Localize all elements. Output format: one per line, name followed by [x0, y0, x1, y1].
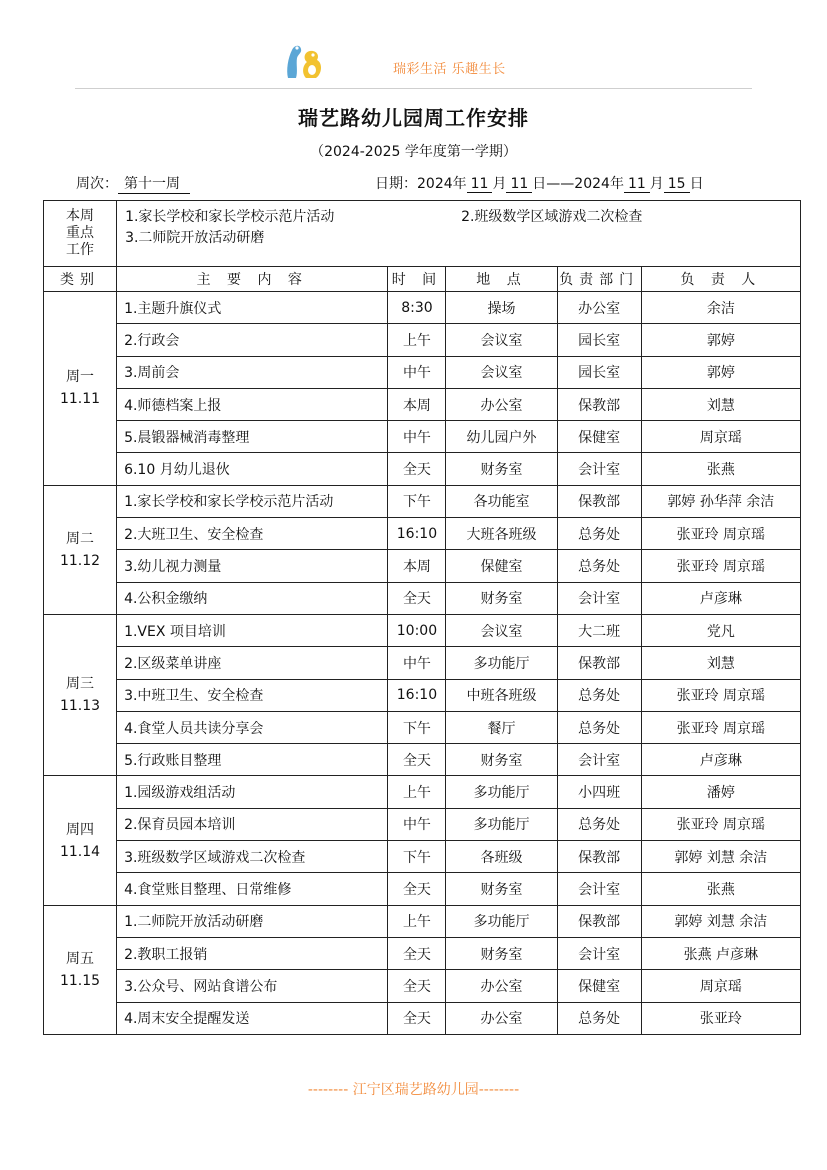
time-cell: 下午 [388, 711, 446, 743]
task-cell: 3.周前会 [117, 356, 388, 388]
table-row [44, 421, 801, 453]
person-cell: 张亚玲 周京瑶 [641, 679, 800, 711]
location-cell: 会议室 [446, 324, 557, 356]
person-cell: 张亚玲 周京瑶 [641, 808, 800, 840]
task-cell: 4.食堂人员共读分享会 [117, 711, 388, 743]
col-header-content: 主 要 内 容 [117, 267, 388, 292]
month-unit: 月 [649, 176, 664, 192]
dept-cell: 保教部 [557, 905, 641, 937]
dept-cell: 总务处 [557, 550, 641, 582]
task-cell: 3.公众号、网站食谱公布 [117, 970, 388, 1002]
task-cell: 4.公积金缴纳 [117, 582, 388, 614]
location-cell: 中班各班级 [446, 679, 557, 711]
person-cell: 张亚玲 [641, 1002, 800, 1034]
table-row [44, 647, 801, 679]
day-cell [44, 485, 117, 614]
dept-cell: 会计室 [557, 937, 641, 969]
time-cell: 8:30 [388, 292, 446, 324]
day-date: 11.12 [59, 552, 101, 569]
table-row [44, 679, 801, 711]
person-cell: 郭婷 刘慧 余洁 [641, 905, 800, 937]
person-cell: 周京瑶 [641, 970, 800, 1002]
dept-cell: 保教部 [557, 841, 641, 873]
person-cell: 张亚玲 周京瑶 [641, 711, 800, 743]
location-cell: 财务室 [446, 582, 557, 614]
person-cell: 潘婷 [641, 776, 800, 808]
location-cell: 会议室 [446, 356, 557, 388]
person-cell: 张燕 [641, 453, 800, 485]
time-cell: 全天 [388, 937, 446, 969]
task-cell: 3.中班卫生、安全检查 [117, 679, 388, 711]
location-cell: 财务室 [446, 937, 557, 969]
person-cell: 刘慧 [641, 388, 800, 420]
time-cell: 全天 [388, 582, 446, 614]
day-cell [44, 614, 117, 775]
col-header-person: 负 责 人 [641, 267, 800, 292]
header-divider [75, 88, 752, 89]
dept-cell: 大二班 [557, 614, 641, 646]
task-cell: 1.园级游戏组活动 [117, 776, 388, 808]
task-cell: 3.班级数学区域游戏二次检查 [117, 841, 388, 873]
dept-cell: 保健室 [557, 421, 641, 453]
dept-cell: 会计室 [557, 744, 641, 776]
page-subtitle: （2024-2025 学年度第一学期） [310, 144, 517, 160]
person-cell: 党凡 [641, 614, 800, 646]
end-year: 2024 [574, 176, 610, 192]
start-year: 2024 [417, 176, 453, 192]
dept-cell: 保教部 [557, 485, 641, 517]
table-row [44, 776, 801, 808]
year-unit: 年 [452, 176, 467, 192]
dept-cell: 保健室 [557, 970, 641, 1002]
time-cell: 本周 [388, 388, 446, 420]
person-cell: 张亚玲 周京瑶 [641, 518, 800, 550]
table-row [44, 324, 801, 356]
location-cell: 餐厅 [446, 711, 557, 743]
person-cell: 周京瑶 [641, 421, 800, 453]
task-cell: 2.区级菜单讲座 [117, 647, 388, 679]
time-cell: 中午 [388, 421, 446, 453]
table-row [44, 873, 801, 905]
year-unit: 年 [609, 176, 624, 192]
table-row [44, 711, 801, 743]
person-cell: 张燕 [641, 873, 800, 905]
page-header [0, 0, 827, 100]
person-cell: 郭婷 [641, 324, 800, 356]
day-name: 周四 [66, 821, 95, 838]
table-row [44, 614, 801, 646]
dept-cell: 园长室 [557, 356, 641, 388]
time-cell: 本周 [388, 550, 446, 582]
table-row [44, 453, 801, 485]
dept-cell: 总务处 [557, 808, 641, 840]
person-cell: 郭婷 刘慧 余洁 [641, 841, 800, 873]
time-cell: 全天 [388, 453, 446, 485]
focus-label [44, 201, 117, 267]
location-cell: 多功能厅 [446, 808, 557, 840]
task-cell: 6.10 月幼儿退伙 [117, 453, 388, 485]
task-cell: 3.幼儿视力测量 [117, 550, 388, 582]
location-cell: 财务室 [446, 873, 557, 905]
table-row [44, 937, 801, 969]
focus-item: 3.二师院开放活动研磨 [125, 230, 265, 246]
day-name: 周二 [66, 530, 95, 547]
dept-cell: 会计室 [557, 873, 641, 905]
task-cell: 2.大班卫生、安全检查 [117, 518, 388, 550]
location-cell: 多功能厅 [446, 647, 557, 679]
person-cell: 刘慧 [641, 647, 800, 679]
time-cell: 中午 [388, 808, 446, 840]
dept-cell: 办公室 [557, 292, 641, 324]
dept-cell: 小四班 [557, 776, 641, 808]
date-label: 日期： [375, 176, 417, 192]
day-cell [44, 905, 117, 1034]
table-row [44, 970, 801, 1002]
table-row [44, 905, 801, 937]
person-cell: 余洁 [641, 292, 800, 324]
month-unit: 月 [492, 176, 507, 192]
focus-item: 2.班级数学区域游戏二次检查 [461, 209, 643, 225]
dept-cell: 总务处 [557, 679, 641, 711]
table-row [44, 292, 801, 324]
day-cell [44, 292, 117, 486]
table-row [44, 356, 801, 388]
day-unit: 日 [689, 176, 704, 192]
time-cell: 中午 [388, 356, 446, 388]
date-range [375, 173, 704, 193]
day-name: 周五 [66, 950, 95, 967]
time-cell: 上午 [388, 324, 446, 356]
col-header-category: 类别 [44, 267, 117, 292]
dept-cell: 保教部 [557, 647, 641, 679]
location-cell: 办公室 [446, 388, 557, 420]
task-cell: 2.保育员园本培训 [117, 808, 388, 840]
time-cell: 全天 [388, 970, 446, 1002]
time-cell: 全天 [388, 744, 446, 776]
dept-cell: 会计室 [557, 582, 641, 614]
task-cell: 4.食堂账目整理、日常维修 [117, 873, 388, 905]
location-cell: 办公室 [446, 1002, 557, 1034]
focus-row [44, 201, 801, 267]
col-header-dept: 负责部门 [557, 267, 641, 292]
table-row [44, 485, 801, 517]
day-date: 11.11 [59, 391, 101, 408]
week-info [76, 173, 190, 194]
focus-content [117, 201, 801, 267]
task-cell: 2.教职工报销 [117, 937, 388, 969]
task-cell: 1.家长学校和家长学校示范片活动 [117, 485, 388, 517]
focus-label-line: 本周 [66, 208, 95, 224]
day-unit: 日 [532, 176, 547, 192]
day-date: 11.13 [59, 698, 101, 715]
task-cell: 4.周末安全提醒发送 [117, 1002, 388, 1034]
dept-cell: 总务处 [557, 1002, 641, 1034]
location-cell: 各功能室 [446, 485, 557, 517]
task-cell: 1.二师院开放活动研磨 [117, 905, 388, 937]
table-row [44, 808, 801, 840]
time-cell: 10:00 [388, 614, 446, 646]
task-cell: 1.主题升旗仪式 [117, 292, 388, 324]
table-row [44, 518, 801, 550]
col-header-time: 时 间 [388, 267, 446, 292]
time-cell: 下午 [388, 841, 446, 873]
location-cell: 大班各班级 [446, 518, 557, 550]
table-row [44, 550, 801, 582]
time-cell: 全天 [388, 873, 446, 905]
week-label: 周次： [76, 176, 118, 192]
time-cell: 16:10 [388, 518, 446, 550]
location-cell: 幼儿园户外 [446, 421, 557, 453]
slogan: 瑞彩生活 乐趣生长 [393, 62, 506, 77]
day-date: 11.15 [59, 972, 101, 989]
person-cell: 郭婷 [641, 356, 800, 388]
table-header-row [44, 267, 801, 292]
table-row [44, 388, 801, 420]
dept-cell: 会计室 [557, 453, 641, 485]
end-month: 11 [624, 176, 650, 193]
col-header-location: 地 点 [446, 267, 557, 292]
location-cell: 财务室 [446, 453, 557, 485]
dept-cell: 园长室 [557, 324, 641, 356]
time-cell: 全天 [388, 1002, 446, 1034]
time-cell: 中午 [388, 647, 446, 679]
location-cell: 保健室 [446, 550, 557, 582]
location-cell: 多功能厅 [446, 776, 557, 808]
time-cell: 下午 [388, 485, 446, 517]
date-separator: —— [546, 176, 575, 192]
task-cell: 2.行政会 [117, 324, 388, 356]
kindergarten-logo-icon [280, 40, 328, 80]
location-cell: 多功能厅 [446, 905, 557, 937]
day-name: 周一 [66, 369, 95, 386]
task-cell: 1.VEX 项目培训 [117, 614, 388, 646]
day-date: 11.14 [59, 843, 101, 860]
person-cell: 卢彦琳 [641, 582, 800, 614]
task-cell: 5.行政账目整理 [117, 744, 388, 776]
table-row [44, 841, 801, 873]
time-cell: 16:10 [388, 679, 446, 711]
location-cell: 会议室 [446, 614, 557, 646]
location-cell: 财务室 [446, 744, 557, 776]
table-row [44, 582, 801, 614]
start-month: 11 [467, 176, 493, 193]
page-title: 瑞艺路幼儿园周工作安排 [298, 106, 529, 130]
focus-item: 1.家长学校和家长学校示范片活动 [125, 209, 335, 225]
week-value: 第十一周 [118, 173, 190, 194]
person-cell: 卢彦琳 [641, 744, 800, 776]
dept-cell: 保教部 [557, 388, 641, 420]
focus-label-line: 工作 [66, 242, 95, 258]
dept-cell: 总务处 [557, 518, 641, 550]
task-cell: 5.晨锻器械消毒整理 [117, 421, 388, 453]
end-day: 15 [664, 176, 690, 193]
time-cell: 上午 [388, 905, 446, 937]
footer-org: -------- 江宁区瑞艺路幼儿园-------- [307, 1082, 520, 1098]
location-cell: 各班级 [446, 841, 557, 873]
table-row [44, 1002, 801, 1034]
dept-cell: 总务处 [557, 711, 641, 743]
time-cell: 上午 [388, 776, 446, 808]
person-cell: 张燕 卢彦琳 [641, 937, 800, 969]
location-cell: 操场 [446, 292, 557, 324]
person-cell: 郭婷 孙华萍 余洁 [641, 485, 800, 517]
start-day: 11 [506, 176, 532, 193]
person-cell: 张亚玲 周京瑶 [641, 550, 800, 582]
day-name: 周三 [66, 676, 95, 693]
location-cell: 办公室 [446, 970, 557, 1002]
task-cell: 4.师德档案上报 [117, 388, 388, 420]
day-cell [44, 776, 117, 905]
table-row [44, 744, 801, 776]
focus-label-line: 重点 [66, 225, 95, 241]
schedule-table [43, 200, 801, 1035]
